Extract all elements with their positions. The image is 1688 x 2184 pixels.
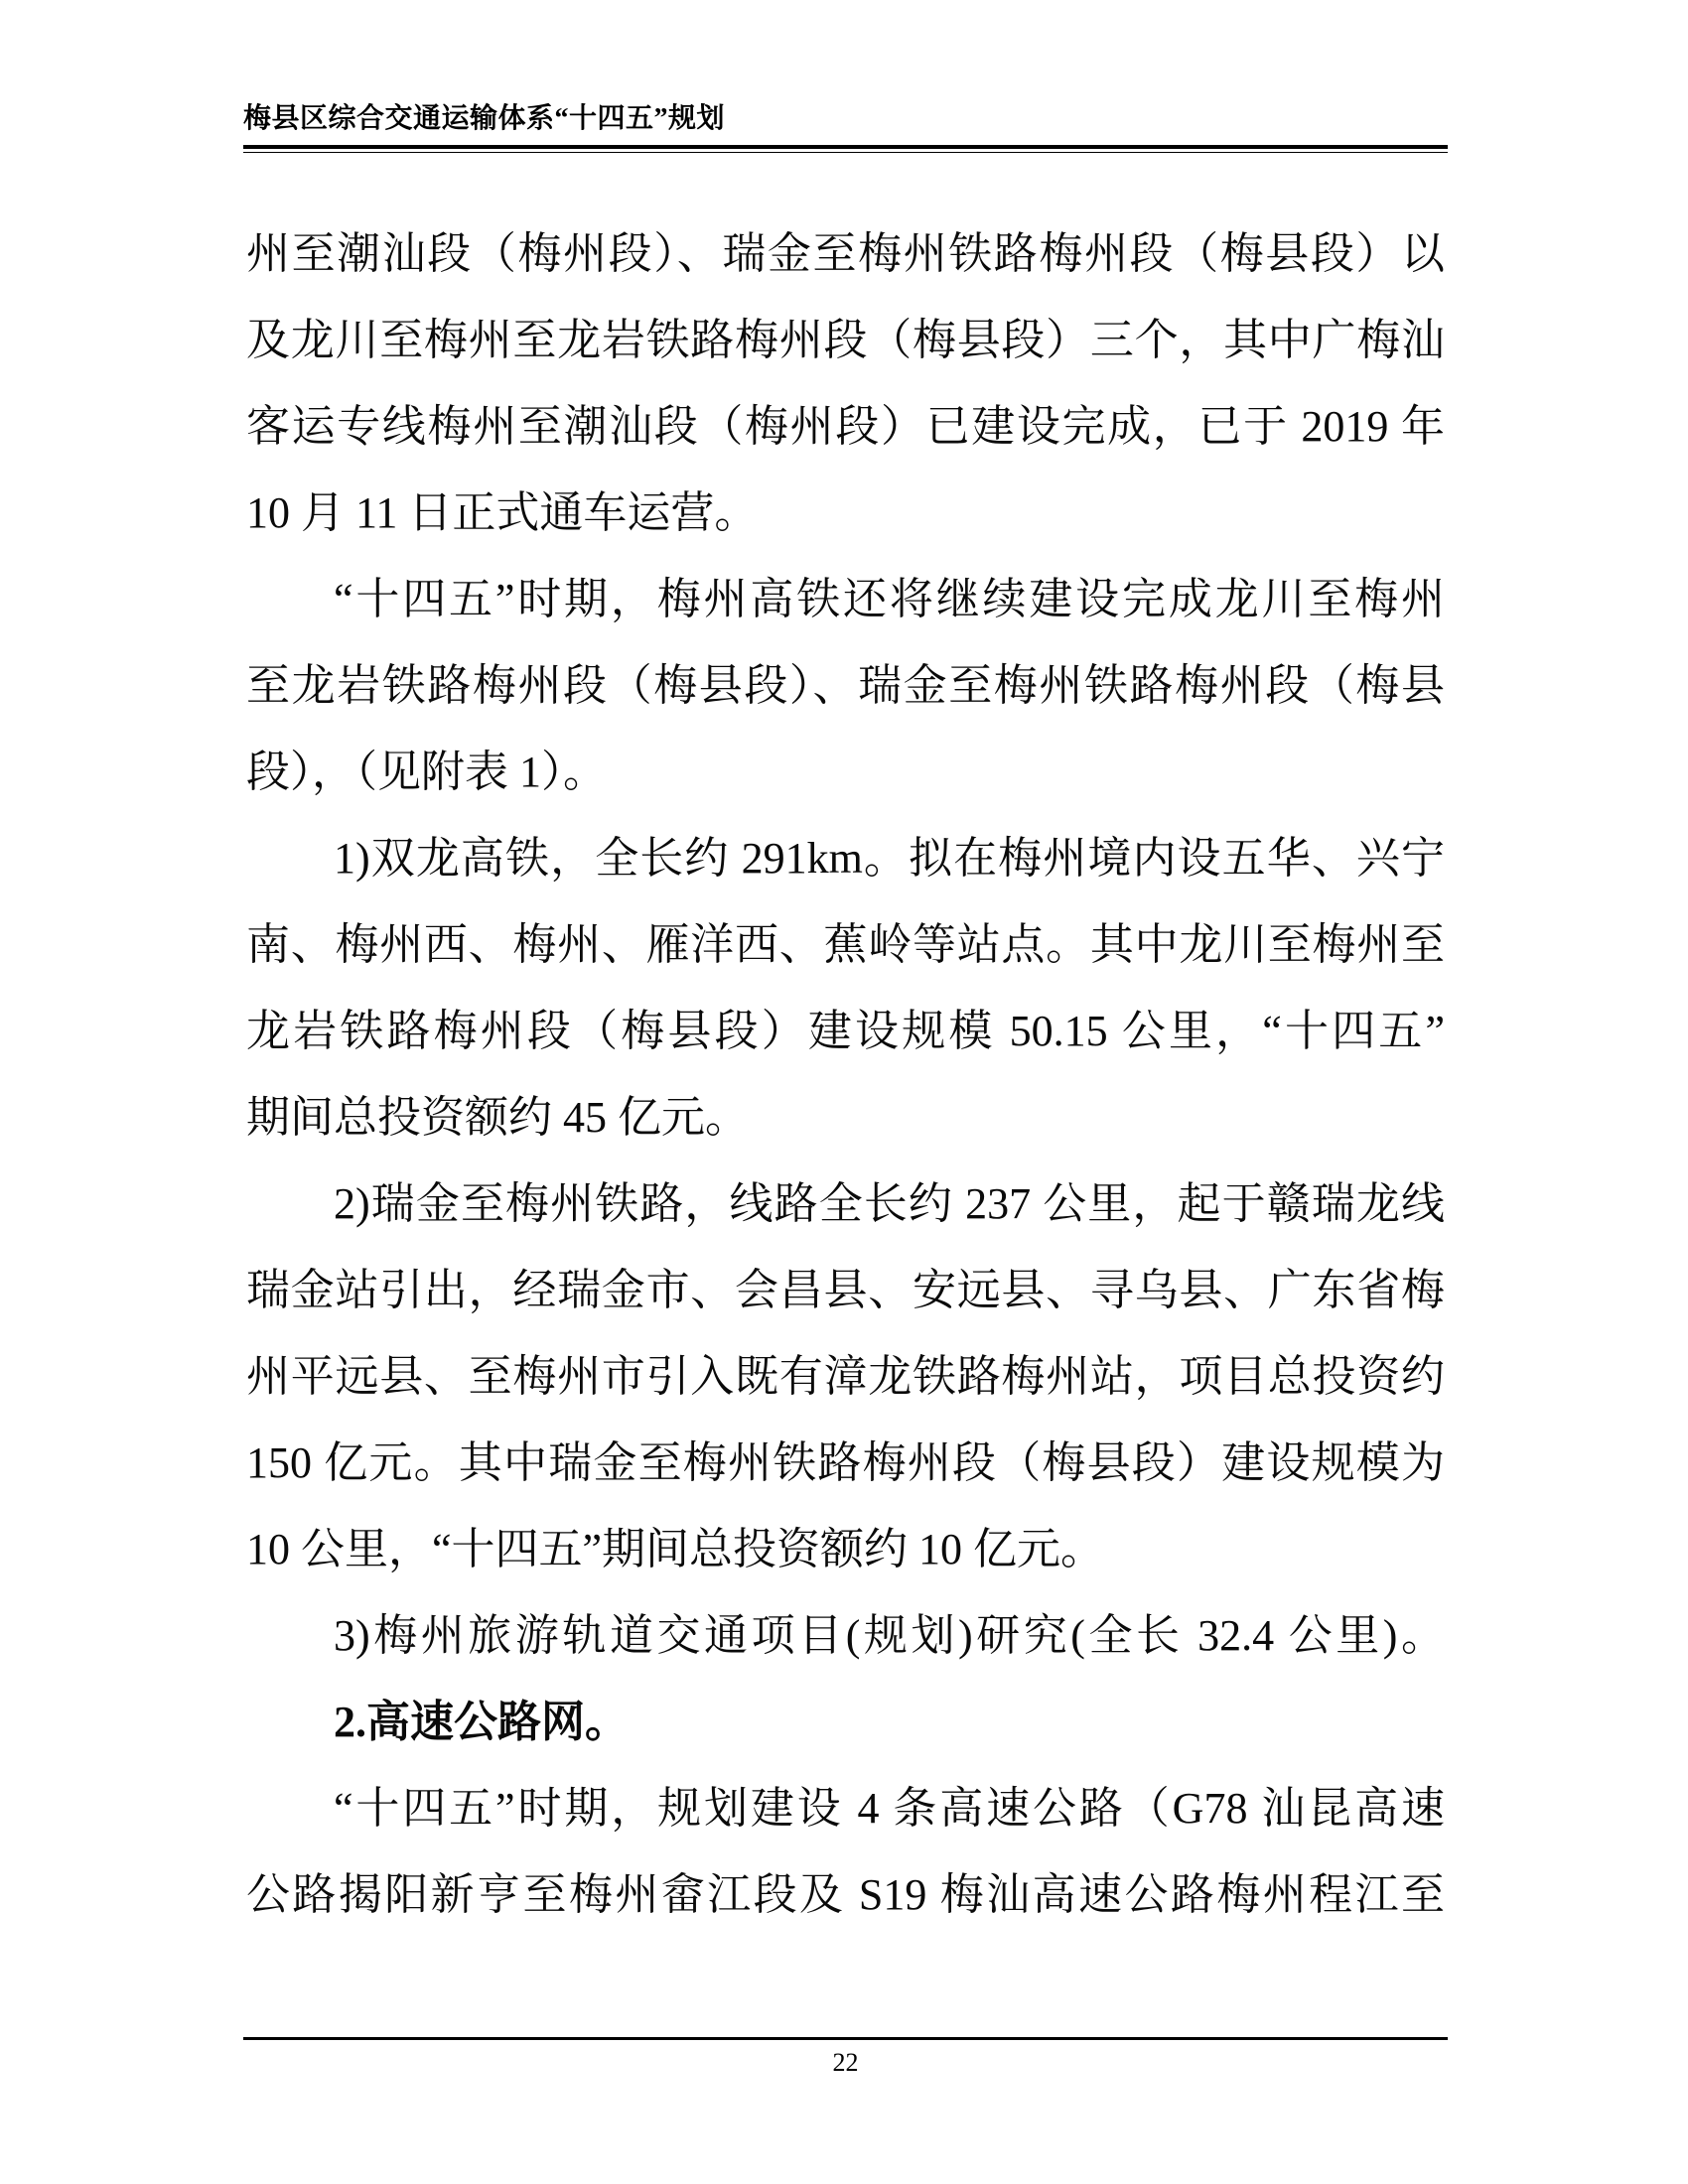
- body-text-line: 龙岩铁路梅州段（梅县段）建设规模 50.15 公里，“十四五”: [246, 1007, 1445, 1055]
- body-text-line: 10 月 11 日正式通车运营。: [246, 488, 759, 537]
- page-header: [243, 99, 1448, 153]
- page-number: 22: [832, 2048, 859, 2077]
- page-header-title: 梅县区综合交通运输体系“十四五”规划: [243, 103, 726, 134]
- body-text-line: 州平远县、至梅州市引入既有漳龙铁路梅州站，项目总投资约: [246, 1352, 1445, 1401]
- header-rule: [243, 145, 1448, 153]
- body-text-line: 10 公里，“十四五”期间总投资额约 10 亿元。: [246, 1525, 1105, 1573]
- body-text-line: “十四五”时期，梅州高铁还将继续建设完成龙川至梅州: [334, 575, 1445, 623]
- body-text-line: 1)双龙高铁，全长约 291km。拟在梅州境内设五华、兴宁: [334, 834, 1445, 883]
- body-text-line: “十四五”时期，规划建设 4 条高速公路（G78 汕昆高速: [334, 1784, 1445, 1833]
- body-text-line: 2)瑞金至梅州铁路，线路全长约 237 公里，起于赣瑞龙线: [334, 1179, 1445, 1228]
- document-body-text: [246, 210, 1445, 1938]
- body-text-line: 段），（见附表 1）。: [246, 748, 607, 796]
- body-text-line: 至龙岩铁路梅州段（梅县段）、瑞金至梅州铁路梅州段（梅县: [246, 661, 1445, 710]
- body-text-line: 3)梅州旅游轨道交通项目(规划)研究(全长 32.4 公里)。: [334, 1611, 1445, 1660]
- body-text-line: 期间总投资额约 45 亿元。: [246, 1093, 749, 1142]
- body-text-line: 客运专线梅州至潮汕段（梅州段）已建设完成，已于 2019 年: [246, 402, 1445, 451]
- page-footer: [243, 2037, 1448, 2078]
- footer-rule: [243, 2037, 1448, 2040]
- body-text-line: 及龙川至梅州至龙岩铁路梅州段（梅县段）三个，其中广梅汕: [246, 316, 1445, 364]
- body-text-line: 南、梅州西、梅州、雁洋西、蕉岭等站点。其中龙川至梅州至: [246, 920, 1445, 969]
- body-text-line: 公路揭阳新亨至梅州畲江段及 S19 梅汕高速公路梅州程江至: [246, 1870, 1445, 1919]
- body-text-line: 瑞金站引出，经瑞金市、会昌县、安远县、寻乌县、广东省梅: [246, 1266, 1445, 1314]
- body-text-line: 150 亿元。其中瑞金至梅州铁路梅州段（梅县段）建设规模为: [246, 1438, 1445, 1487]
- body-text-line: 2.高速公路网。: [334, 1698, 629, 1746]
- body-text-line: 州至潮汕段（梅州段）、瑞金至梅州铁路梅州段（梅县段）以: [246, 229, 1445, 278]
